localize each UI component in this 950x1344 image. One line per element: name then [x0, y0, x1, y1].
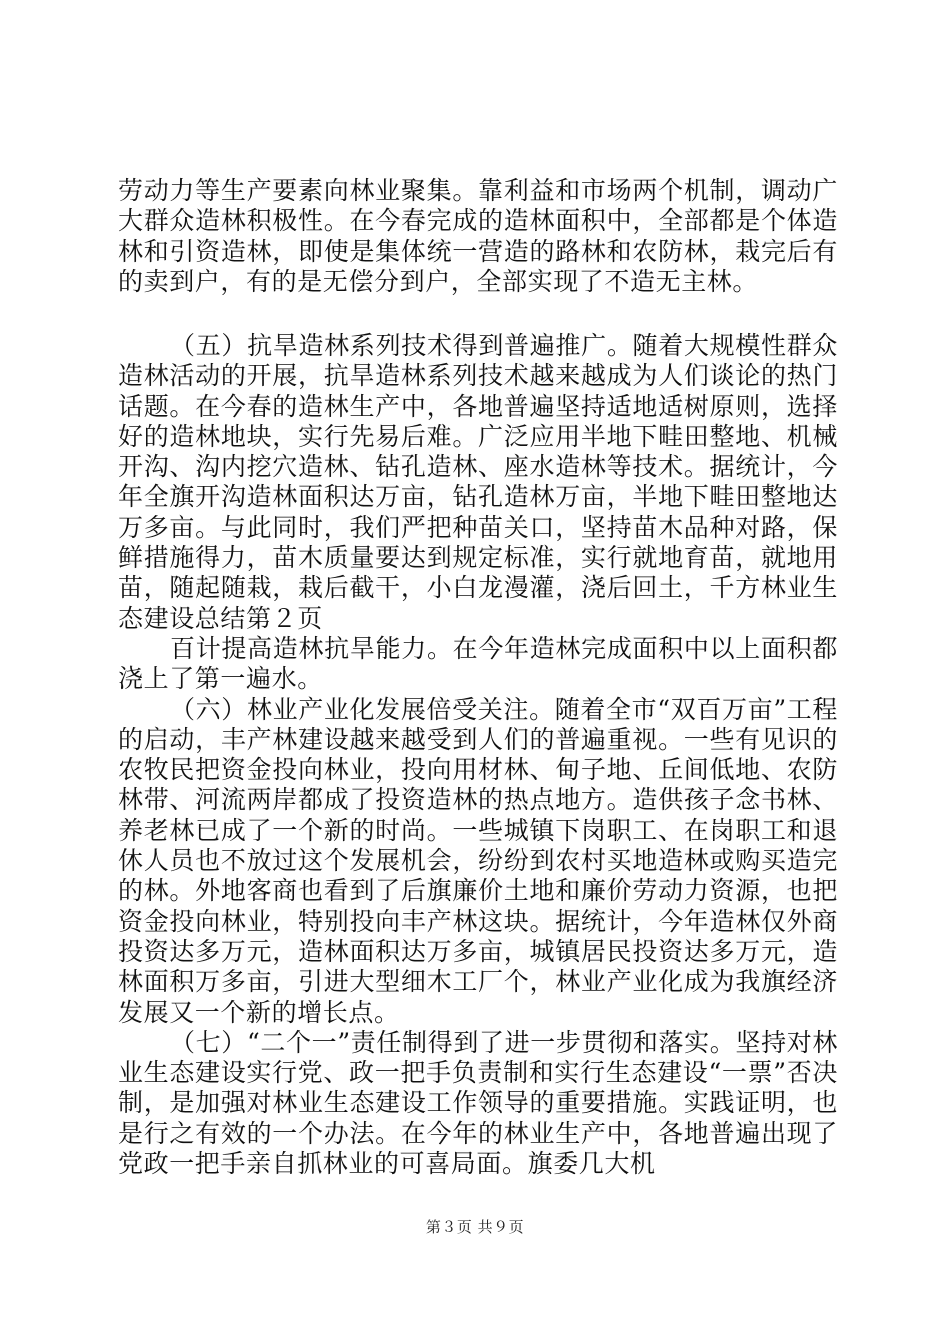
body-text-main — [118, 331, 838, 1179]
paragraph-section-6: （六）林业产业化发展倍受关注。随着全市“双百万亩”工程的启动，丰产林建设越来越受到人们的普遍重视。一些有见识的农牧民把资金投向林业，投向用材林、甸子地、丘间低地、农防林带、河流两岸都成了投资造林的热点地方。造供孩子念书林、养老林已成了一个新的时尚。一些城镇下岗职工、在岗职工和退休人员也不放过这个发展机会，纷纷到农村买地造林或购买造完的林。外地客商也看到了后旗廉价土地和廉价劳动力资源，也把资金投向林业，特别投向丰产林这块。据统计，今年造林仅外商投资达多万元，造林面积达万多亩，城镇居民投资达多万元，造林面积万多亩，引进大型细木工厂个，林业产业化成为我旗经济发展又一个新的增长点。 — [118, 694, 838, 1027]
paragraph-section-5-continued: 百计提高造林抗旱能力。在今年造林完成面积中以上面积都浇上了第一遍水。 — [118, 633, 838, 694]
page-number: 第３页 共９页 — [425, 1218, 525, 1236]
paragraph-section-7: （七）“二个一”责任制得到了进一步贯彻和落实。坚持对林业生态建设实行党、政一把手负责制和实行生态建设“一票”否决制，是加强对林业生态建设工作领导的重要措施。实践证明，也是行之有效的一个办法。在今年的林业生产中，各地普遍出现了党政一把手亲自抓林业的可喜局面。旗委几大机 — [118, 1027, 838, 1179]
paragraph-section-5: （五）抗旱造林系列技术得到普遍推广。随着大规模性群众造林活动的开展，抗旱造林系列技术越来越成为人们谈论的热门话题。在今春的造林生产中，各地普遍坚持适地适树原则，选择好的造林地块，实行先易后难。广泛应用半地下畦田整地、机械开沟、沟内挖穴造林、钻孔造林、座水造林等技术。据统计，今年全旗开沟造林面积达万亩，钻孔造林万亩，半地下畦田整地达万多亩。与此同时，我们严把种苗关口，坚持苗木品种对路，保鲜措施得力，苗木质量要达到规定标准，实行就地育苗，就地用苗，随起随栽，栽后截干，小白龙漫灌，浇后回土，千方林业生态建设总结第２页 — [118, 331, 838, 633]
body-text-top — [118, 176, 838, 297]
paragraph-continued: 劳动力等生产要素向林业聚集。靠利益和市场两个机制，调动广大群众造林积极性。在今春完成的造林面积中，全部都是个体造林和引资造林，即使是集体统一营造的路林和农防林，栽完后有的卖到户，有的是无偿分到户，全部实现了不造无主林。 — [118, 176, 838, 296]
page-footer — [0, 1216, 950, 1237]
